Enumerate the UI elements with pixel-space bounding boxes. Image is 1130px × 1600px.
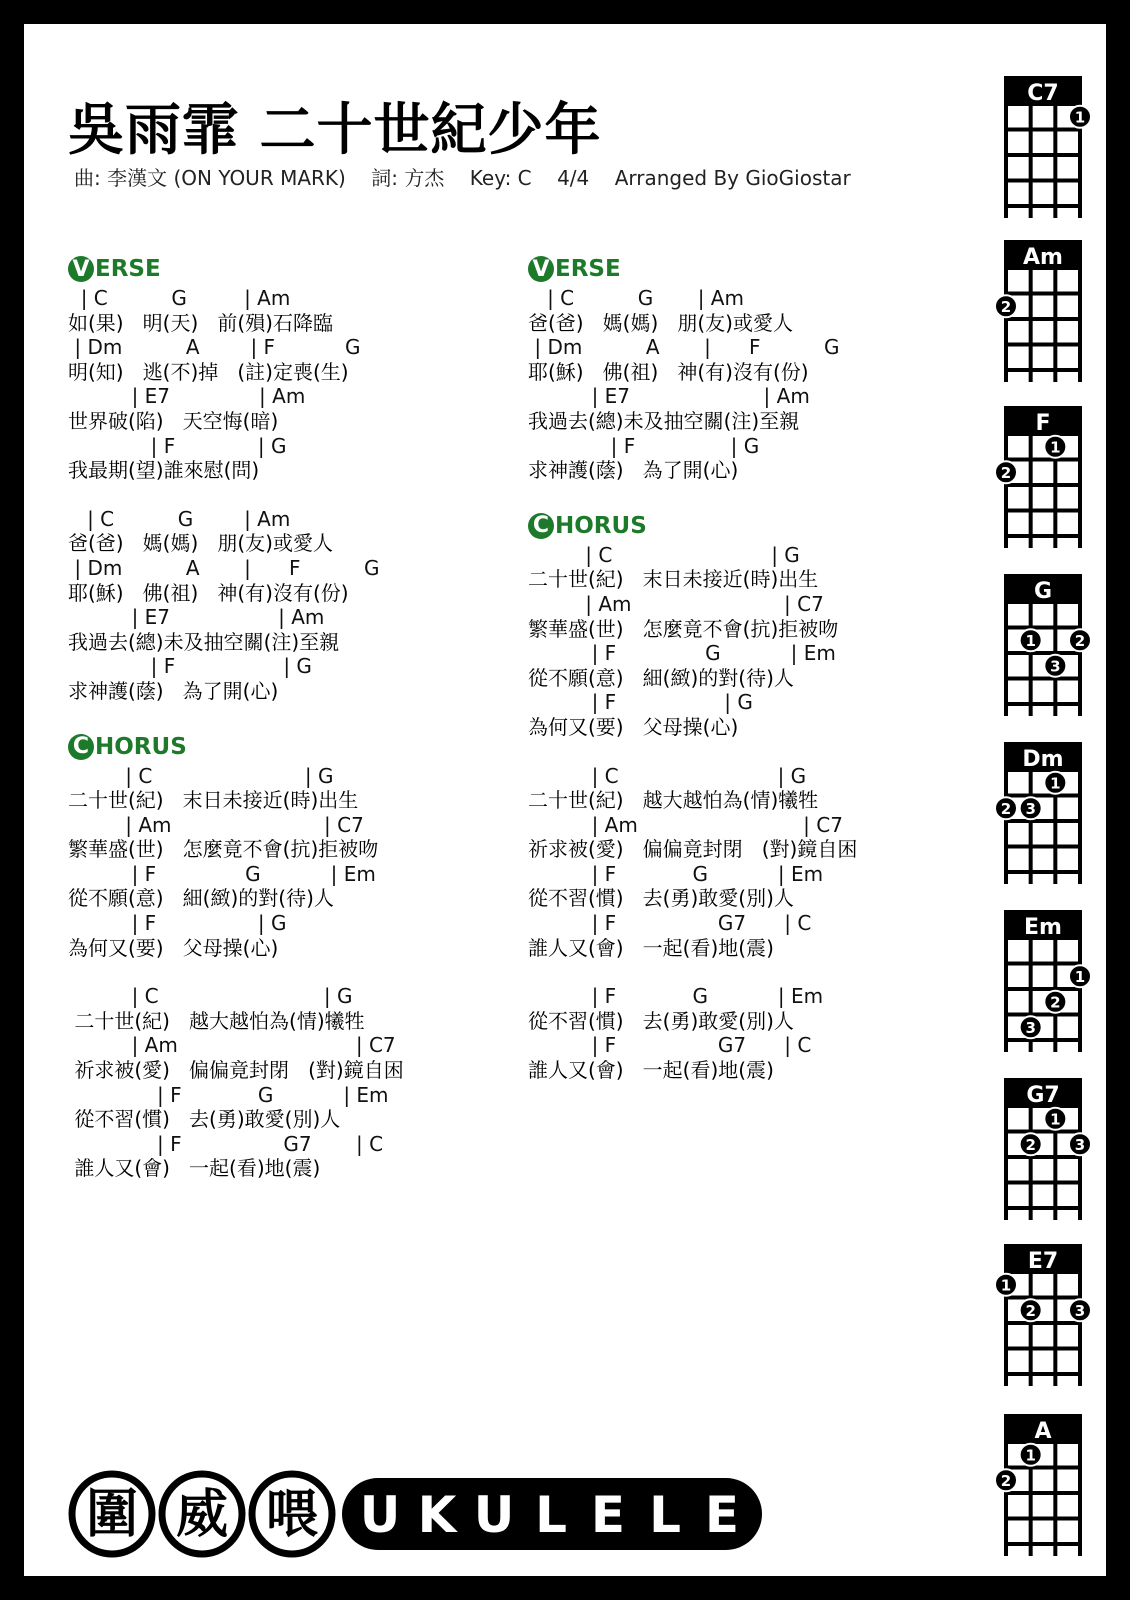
svg-text:1: 1 (1050, 1110, 1061, 1129)
section-header (68, 252, 508, 286)
chord-diagram-a (992, 1410, 1102, 1560)
logo-letter: E (590, 1486, 626, 1544)
chord-diagram-e7 (992, 1240, 1102, 1390)
chord-line: | C G | Am (68, 286, 291, 310)
section-header (528, 252, 968, 286)
svg-text:喂: 喂 (265, 1485, 319, 1545)
lyric-line: 祈求被(愛) 偏偏竟封閉 (對)鏡自困 (528, 837, 858, 862)
lyric-line: 從不習(慣) 去(勇)敢愛(別)人 (68, 1107, 341, 1132)
chord-line: | Am | C7 (68, 1033, 396, 1058)
chord-line: | F G | Em (528, 984, 824, 1009)
chord-diagram-f (992, 402, 1102, 552)
svg-text:圍: 圍 (85, 1485, 139, 1545)
chord-line: | F | G (68, 654, 312, 679)
chord-line: | Am | C7 (528, 591, 824, 616)
chord-line: | F G7 | C (528, 1033, 812, 1058)
finger-dot (1069, 1133, 1091, 1155)
chord-line: | Dm A | F G (68, 335, 361, 360)
chord-line: | Am | C7 (68, 812, 364, 837)
song-section (68, 252, 508, 704)
svg-text:1: 1 (1000, 1276, 1012, 1295)
chord-line: | C G | Am (528, 286, 744, 310)
finger-dot (1020, 629, 1042, 651)
svg-text:3: 3 (1025, 799, 1036, 818)
lyric-line: 如(果) 明(天) 前(殞)石降臨 (68, 310, 333, 335)
chord-diagram-g7 (992, 1074, 1102, 1224)
finger-dot (1069, 1299, 1091, 1321)
chord-line: | F | G (528, 433, 760, 458)
chord-name: Dm (1022, 747, 1064, 772)
chord-diagram-am (992, 236, 1102, 386)
chord-name: F (1035, 411, 1051, 436)
chord-line: | C G | Am (68, 506, 291, 531)
lyric-line: 誰人又(會) 一起(看)地(震) (528, 1058, 774, 1083)
chord-line: | C | G (68, 763, 334, 788)
svg-text:1: 1 (1050, 774, 1061, 793)
svg-text:1: 1 (1074, 967, 1086, 986)
lyric-line: 耶(穌) 佛(祖) 神(有)沒有(份) (528, 359, 809, 384)
chord-line: | E7 | Am (68, 384, 306, 409)
svg-text:2: 2 (1000, 297, 1012, 316)
logo-letter: E (704, 1486, 740, 1544)
lyric-line: 從不願(意) 細(緻)的對(待)人 (68, 886, 334, 911)
logo-letter: U (473, 1486, 515, 1544)
svg-text:2: 2 (1025, 1301, 1036, 1320)
lyric-line: 二十世(紀) 越大越怕為(情)犧牲 (528, 788, 819, 813)
lyric-line: 耶(穌) 佛(祖) 神(有)沒有(份) (68, 580, 349, 605)
lyric-line: 明(知) 逃(不)掉 (註)定喪(生) (68, 359, 349, 384)
logo-letter: K (417, 1486, 457, 1544)
chord-name: C7 (1027, 81, 1059, 106)
chord-name: A (1034, 1419, 1052, 1444)
chord-line: | C | G (528, 542, 800, 567)
chord-line: | E7 | Am (68, 605, 325, 630)
chord-line: | Dm A | F G (528, 335, 840, 360)
chord-diagram-em (992, 906, 1102, 1056)
svg-text:2: 2 (1000, 1471, 1012, 1490)
finger-dot (1020, 1299, 1042, 1321)
lyric-line: 世界破(陷) 天空悔(暗) (68, 408, 279, 433)
chord-line: | F G7 | C (68, 1131, 384, 1156)
logo-circled-char (72, 1474, 152, 1554)
finger-dot (1069, 106, 1091, 128)
chord-line: | E7 | Am (528, 384, 810, 409)
finger-dot (1069, 629, 1091, 651)
lyric-line: 繁華盛(世) 怎麼竟不會(抗)拒被吻 (528, 616, 839, 641)
svg-text:1: 1 (1050, 438, 1061, 457)
finger-dot (1044, 1108, 1066, 1130)
song-sheet (10, 10, 1120, 1590)
logo-letter: L (535, 1486, 567, 1544)
finger-dot (1069, 965, 1091, 987)
lyric-line: 求神護(蔭) 為了開(心) (528, 458, 739, 483)
section-initial: V (528, 256, 554, 282)
section-label: ERSE (95, 256, 161, 282)
section-initial: C (68, 734, 94, 760)
chord-line: | F | G (68, 433, 287, 458)
lyric-line: 為何又(要) 父母操(心) (68, 935, 279, 960)
svg-text:1: 1 (1025, 631, 1036, 650)
finger-dot (1044, 772, 1066, 794)
chord-diagram-dm (992, 738, 1102, 888)
chord-line: | F | G (68, 911, 287, 936)
finger-dot (995, 461, 1017, 483)
svg-text:3: 3 (1050, 657, 1061, 676)
lyric-line: 誰人又(會) 一起(看)地(震) (528, 935, 774, 960)
chord-line: | F G | Em (528, 641, 836, 666)
finger-dot (1044, 991, 1066, 1013)
svg-text:3: 3 (1074, 1135, 1086, 1154)
finger-dot (1020, 797, 1042, 819)
song-section (68, 730, 508, 1182)
svg-text:2: 2 (1000, 463, 1012, 482)
song-credits: 曲: 李漢文 (ON YOUR MARK) 詞: 方杰 Key: C 4/4 Arranged By GioGiostar (74, 166, 851, 190)
chord-line: | F G | Em (68, 1082, 389, 1107)
svg-text:2: 2 (1000, 799, 1012, 818)
logo-circled-char (252, 1474, 332, 1554)
section-initial: C (528, 513, 554, 539)
song-section (528, 509, 968, 1083)
chord-diagram-g (992, 570, 1102, 720)
lyric-line: 二十世(紀) 末日未接近(時)出生 (68, 788, 359, 813)
stanza-gap (68, 960, 508, 984)
section-initial: V (68, 256, 94, 282)
section-header (68, 730, 508, 764)
chord-name: Am (1023, 245, 1063, 270)
stanza-gap (528, 960, 968, 984)
svg-text:2: 2 (1074, 631, 1086, 650)
lyric-line: 繁華盛(世) 怎麼竟不會(抗)拒被吻 (68, 837, 379, 862)
lyric-line: 求神護(蔭) 為了開(心) (68, 678, 279, 703)
lyric-line: 從不習(慣) 去(勇)敢愛(別)人 (528, 886, 794, 911)
chord-name: G (1033, 579, 1053, 604)
section-label: HORUS (555, 512, 647, 539)
lyric-line: 爸(爸) 媽(媽) 朋(友)或愛人 (528, 310, 793, 335)
chord-diagram-c7 (992, 72, 1102, 222)
svg-text:1: 1 (1025, 1446, 1036, 1465)
lyric-line: 誰人又(會) 一起(看)地(震) (68, 1156, 321, 1181)
chord-name: Em (1024, 915, 1062, 940)
lyric-line: 爸(爸) 媽(媽) 朋(友)或愛人 (68, 531, 333, 556)
song-title: 吳雨霏 二十世紀少年 (68, 98, 602, 163)
svg-text:威: 威 (175, 1485, 229, 1545)
left-column (68, 252, 508, 1207)
svg-text:1: 1 (1074, 108, 1086, 127)
finger-dot (1044, 655, 1066, 677)
chord-line: | C | G (68, 984, 353, 1009)
section-header (528, 509, 968, 543)
section-label: HORUS (95, 733, 187, 760)
chord-line: | Dm A | F G (68, 555, 380, 580)
chord-line: | F G7 | C (528, 911, 812, 936)
svg-text:2: 2 (1050, 993, 1061, 1012)
song-section (528, 252, 968, 483)
finger-dot (1044, 436, 1066, 458)
lyric-line: 祈求被(愛) 偏偏竟封閉 (對)鏡自困 (68, 1058, 404, 1083)
lyric-line: 我過去(總)未及抽空關(注)至親 (528, 408, 800, 433)
finger-dot (995, 1274, 1017, 1296)
chord-diagram-strip (992, 64, 1102, 1584)
section-label: ERSE (555, 256, 621, 282)
lyric-line: 從不習(慣) 去(勇)敢愛(別)人 (528, 1008, 794, 1033)
finger-dot (1020, 1133, 1042, 1155)
finger-dot (1020, 1444, 1042, 1466)
finger-dot (995, 1469, 1017, 1491)
lyric-line: 二十世(紀) 越大越怕為(情)犧牲 (68, 1008, 365, 1033)
logo-letter: U (359, 1486, 401, 1544)
right-column (528, 252, 968, 1109)
logo-circled-char (162, 1474, 242, 1554)
logo-letter: L (649, 1486, 681, 1544)
finger-dot (995, 797, 1017, 819)
chord-line: | F G | Em (528, 861, 824, 886)
chord-line: | F G | Em (68, 861, 376, 886)
finger-dot (995, 295, 1017, 317)
chord-name: G7 (1026, 1083, 1060, 1108)
lyric-line: 為何又(要) 父母操(心) (528, 714, 739, 739)
chord-line: | F | G (528, 690, 753, 715)
chord-name: E7 (1027, 1249, 1059, 1274)
stanza-gap (68, 483, 508, 507)
brand-logo (60, 1464, 780, 1564)
stanza-gap (528, 740, 968, 764)
chord-line: | C | G (528, 763, 807, 788)
svg-text:3: 3 (1025, 1018, 1036, 1037)
lyric-line: 二十世(紀) 末日未接近(時)出生 (528, 567, 819, 592)
chord-line: | Am | C7 (528, 812, 843, 837)
svg-text:2: 2 (1025, 1135, 1036, 1154)
finger-dot (1020, 1016, 1042, 1038)
lyric-line: 我最期(望)誰來慰(問) (68, 458, 260, 483)
lyric-line: 我過去(總)未及抽空關(注)至親 (68, 629, 340, 654)
lyric-line: 從不願(意) 細(緻)的對(待)人 (528, 665, 794, 690)
svg-text:3: 3 (1074, 1301, 1086, 1320)
